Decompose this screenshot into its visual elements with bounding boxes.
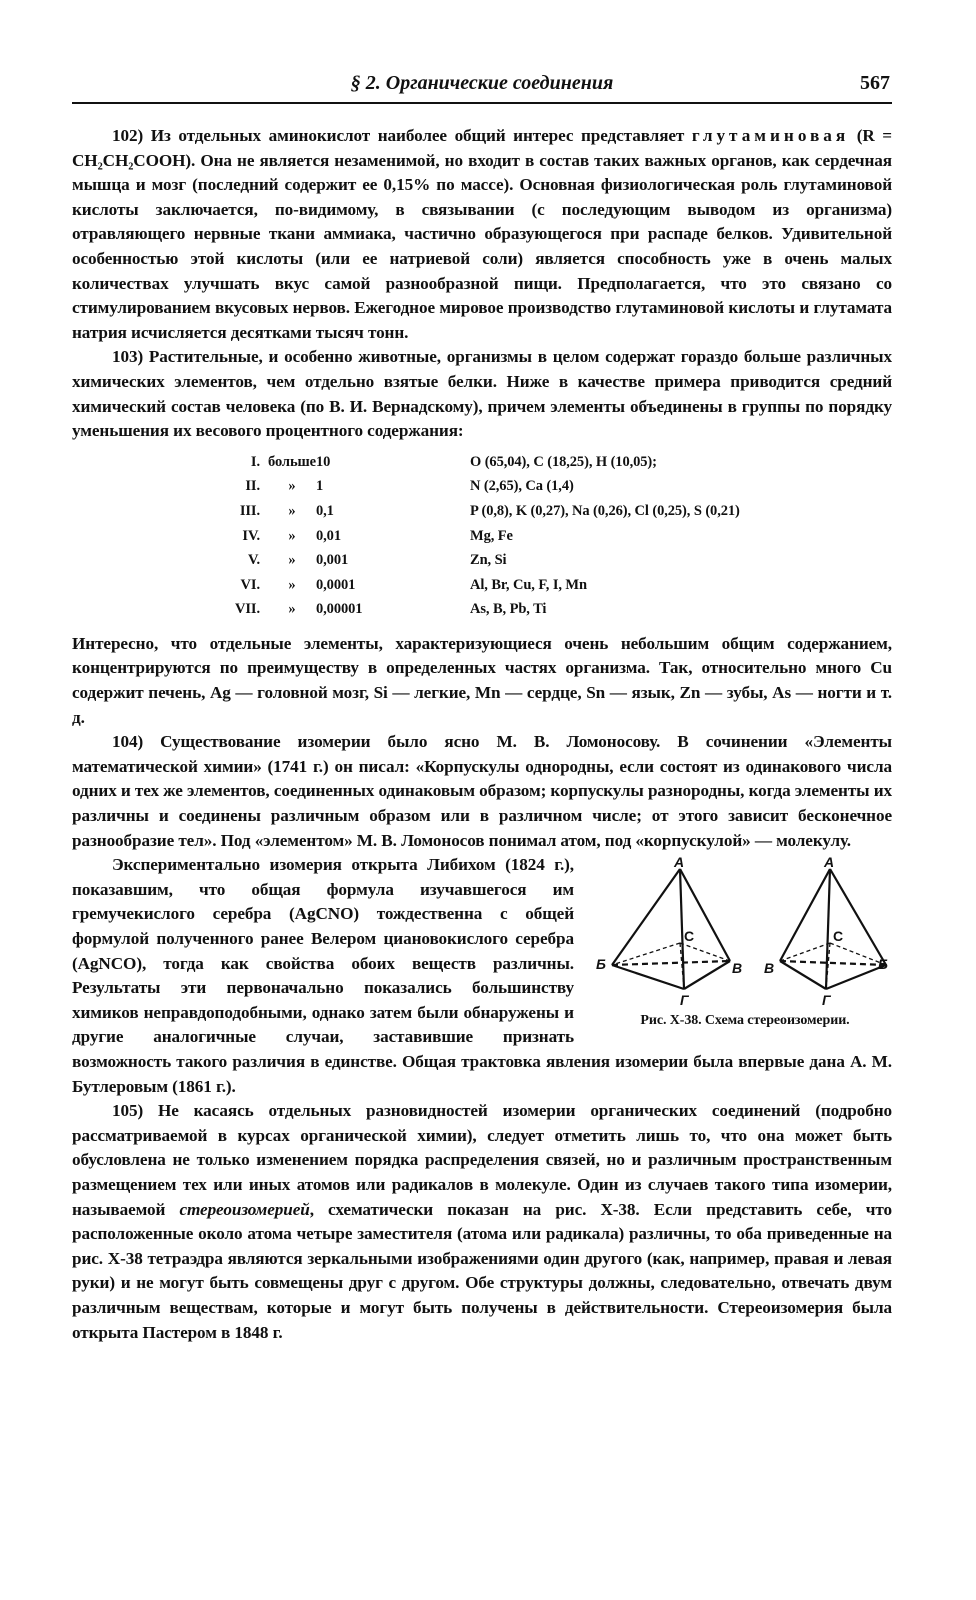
element-list: Al, Br, Cu, F, I, Mn [470, 576, 587, 593]
page-body [72, 124, 892, 1345]
table-row [218, 597, 740, 622]
edge [612, 869, 680, 965]
element-list: As, B, Pb, Ti [470, 601, 547, 618]
element-list: O (65,04), C (18,25), H (10,05); [470, 453, 657, 470]
paragraph-104: 104) Существование изомерии было ясно М. В. Ломоносову. В сочинении «Элементы математической химии» (1741 г.) он писал: «Корпускулы однородны, если состоят из одинакового числа одних и тех же элементов, соединенных одинаковым образом; корпускулы разнородны, когда элементы их различны и соединены различным образом или в различном числе; от этого зависит бесконечное разнообразие тел». Под «элементом» М. В. Ломоносов понимал атом, под «корпускулой» — молекулу. [72, 732, 892, 850]
edge [684, 961, 730, 989]
figure-caption: Рис. X-38. Схема стереоизомерии. [640, 1013, 850, 1029]
figure-x38 [590, 857, 900, 1034]
paragraph-102-text-a: 102) Из отдельных аминокислот наиболее общий интерес представляет [112, 126, 692, 145]
spaced-term: глутаминовая [691, 126, 850, 145]
threshold-value: 0,0001 [316, 576, 356, 593]
table-row [218, 450, 740, 475]
paragraph-104b [72, 853, 892, 1099]
edge [830, 869, 886, 965]
comparison: » [288, 478, 296, 495]
running-header [72, 62, 892, 104]
paragraph-105-text-a: 105) Не касаясь отдельных разновидностей изомерии органических соединений (подробно рассматриваемой в курсах органической химии), следует отметить лишь то, что она может быть обусловлена не только изменением порядка распределения связей, но и различным пространственным размещением тех или иных атомов или радикалов в молекуле. Один из случаев такого типа изомерии, называемой [72, 1101, 892, 1219]
tetrahedra-diagram [590, 857, 890, 1007]
comparison: » [288, 576, 296, 593]
threshold-value: 0,01 [316, 527, 341, 544]
label-b-right: Б [878, 956, 888, 973]
group-number: II. [245, 478, 260, 495]
edge [612, 965, 684, 989]
element-list: N (2,65), Ca (1,4) [470, 478, 574, 495]
paragraph-after-table: Интересно, что отдельные элементы, характеризующиеся очень небольшим общим содержанием, концентрируются по преимуществу в определенных частях организма. Так, относительно много Cu содержит печень, Ag — головной мозг, Si — легкие, Mn — сердце, Sn — язык, Zn — зубы, As — ногти и т. д. [72, 633, 892, 727]
edge [780, 961, 826, 989]
group-number: VII. [235, 601, 260, 618]
edge [680, 869, 730, 961]
paragraph-103: 103) Растительные, и особенно животные, организмы в целом содержат гораздо больше различных химических элементов, чем отдельно взятые белки. Ниже в качестве примера приводится средний химический состав человека (по В. И. Вернадскому), причем элементы объединены в группы по порядку уменьшения их весового процентного содержания: [72, 347, 892, 441]
threshold-value: 0,001 [316, 552, 349, 569]
label-b-left: Б [596, 956, 606, 973]
paragraph-105 [72, 1099, 892, 1345]
threshold-value: 0,00001 [316, 601, 363, 618]
table-row [218, 573, 740, 598]
paragraph-104b-text: Экспериментально изомерия открыта Либихом (1824 г.), показавшим, что общая формула изучавшегося им гремучекислого серебра (AgCNO) тождественна с общей формулой полученного ранее Велером циановокислого серебра (AgNCO), тогда как свойства обоих веществ различны. Результаты эти первоначально показались большинству химиков неправдоподобными, однако затем были обнаружены и другие аналогичные случаи, заставившие признать возможность такого различия в единстве. Общая трактовка явления изомерии была впервые дана А. М. Бутлеровым (1861 г.). [72, 855, 892, 1096]
page [72, 62, 892, 1345]
comparison: » [288, 601, 296, 618]
running-title: § 2. Органические соединения [350, 72, 614, 94]
page-number: 567 [860, 72, 890, 94]
paragraph-102-text-b: (R = CH₂CH₂COOH). Она не является незаменимой, но входит в состав таких важных органов, как сердечная мышца и мозг (последний содержит ее 0,15% по массе). Основная физиологическая роль глутаминовой кислоты заключается, по-видимому, в связывании (с последующим выводом из организма) отравляющего нервные ткани аммиака, частично образующегося при распаде белков. Удивительной особенностью этой кислоты (или ее натриевой соли) является способность уже в очень малых количествах улучшать вкус самой разнообразной пищи. Предполагается, что это связано со стимулированием вкусовых нервов. Ежегодное мировое производство глутаминовой кислоты и глутамата натрия исчисляется десятками тысяч тонн. [72, 126, 893, 342]
threshold-value: 0,1 [316, 502, 334, 519]
edge-hidden [612, 961, 730, 965]
threshold-value: 1 [316, 478, 324, 495]
group-number: III. [239, 502, 260, 519]
table-row [218, 548, 740, 573]
element-list: Mg, Fe [470, 527, 513, 544]
label-c-left: C [684, 928, 695, 945]
label-a-left: A [674, 857, 685, 871]
italic-term: стереоизомерией [179, 1199, 310, 1219]
edge [826, 965, 886, 989]
comparison: больше [268, 453, 316, 470]
label-g-right: Г [822, 992, 831, 1008]
label-v-left: В [732, 960, 743, 977]
edge [780, 869, 830, 961]
table-row [218, 524, 740, 549]
table-row [218, 474, 740, 499]
paragraph-105-text-b: , схематически показан на рис. X-38. Если представить себе, что расположенные около атома четыре заместителя (атома или радикала) различны, то оба приведенные на рис. X-38 тетраэдра являются зеркальными изображениями один другого (как, например, правая и левая руки) и не могут быть совмещены друг с другом. Обе структуры должны, следовательно, отвечать двум различным веществам, которые и могут быть получены в действительности. Стереоизомерия была открыта Пастером в 1848 г. [72, 1199, 892, 1342]
bond [612, 943, 680, 965]
table-row [218, 499, 740, 524]
group-number: IV. [242, 527, 260, 544]
group-number: V. [247, 552, 260, 569]
label-a-right: A [824, 857, 835, 871]
paragraph-102 [72, 124, 892, 345]
comparison: » [288, 552, 296, 569]
edge-hidden [780, 961, 886, 965]
label-c-right: C [833, 928, 844, 945]
label-g-left: Г [680, 992, 689, 1008]
comparison: » [288, 502, 296, 519]
threshold-value: 10 [316, 453, 331, 470]
comparison: » [288, 527, 296, 544]
group-number: VI. [240, 576, 260, 593]
label-v-right: В [764, 960, 775, 977]
element-list: Zn, Si [470, 552, 507, 569]
element-list: P (0,8), K (0,27), Na (0,26), Cl (0,25), S (0,21) [470, 502, 740, 519]
group-number: I. [250, 453, 260, 470]
composition-table [218, 450, 740, 622]
